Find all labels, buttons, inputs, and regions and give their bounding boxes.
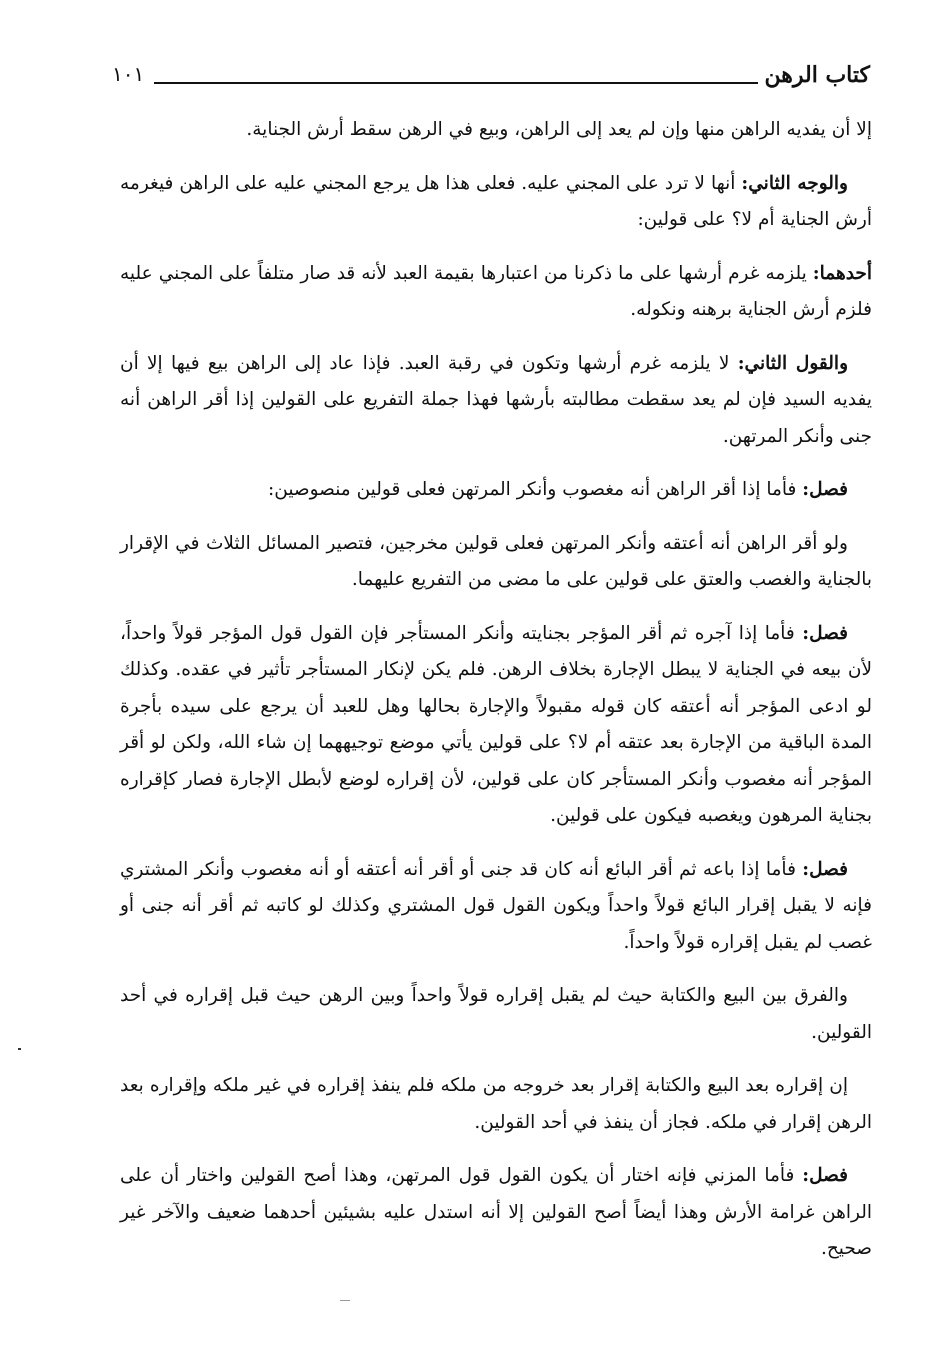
paragraph: والوجه الثاني: أنها لا ترد على المجني عليه. فعلى هذا هل يرجع المجني عليه على الراهن فيغرمه أرش الجناية أم لا؟ على قولين: (120, 172, 872, 230)
paragraph: إلا أن يفديه الراهن منها وإن لم يعد إلى الراهن، وبيع في الرهن سقط أرش الجناية. (246, 119, 872, 140)
paragraph: والقول الثاني: لا يلزمه غرم أرشها وتكون في رقبة العبد. فإذا عاد إلى الراهن بيع فيها إلا أن يفديه السيد فإن لم يعد سقطت مطالبته بأرشها فهذا جملة التفريع على القولين إذا أقر الراهن أنه جنى وأنكر المرتهن. (120, 352, 872, 447)
scan-mark (340, 1300, 350, 1301)
paragraph: فصل: فأما إذا باعه ثم أقر البائع أنه كان قد جنى أو أقر أنه أعتقه أو أنه مغصوب وأنكر المشتري فإنه لا يقبل إقرار البائع قولاً واحداً ويكون القول قول المشتري وكذلك لو كاتبه ثم أقر أنه جنى أو غصب لم يقبل إقراره قولاً واحداً. (120, 858, 872, 953)
scan-speck (18, 1048, 21, 1050)
paragraph: والفرق بين البيع والكتابة حيث لم يقبل إقراره قولاً واحداً وبين الرهن حيث قبل إقراره في أحد القولين. (120, 985, 872, 1043)
running-title: كتاب الرهن (764, 62, 870, 88)
paragraph: فصل: فأما إذا أقر الراهن أنه مغصوب وأنكر المرتهن فعلى قولين منصوصين: (268, 479, 848, 500)
paragraph: إن إقراره بعد البيع والكتابة إقرار بعد خروجه من ملكه فلم ينفذ إقراره في غير ملكه وإقراره بعد الرهن إقرار في ملكه. فجاز أن ينفذ في أحد القولين. (120, 1075, 872, 1133)
page-header (112, 62, 870, 102)
paragraph: ولو أقر الراهن أنه أعتقه وأنكر المرتهن فعلى قولين مخرجين، فتصير المسائل الثلاث في الإقرار بالجناية والغصب والعتق على قولين على ما مضى من التفريع عليهما. (120, 532, 872, 590)
body-text (120, 112, 872, 1285)
page-number: ١٠١ (112, 62, 145, 86)
paragraph: فصل: فأما إذا آجره ثم أقر المؤجر بجنايته وأنكر المستأجر فإن القول قول المؤجر قولاً واحداً، لأن بيعه في الجناية لا يبطل الإجارة بخلاف الرهن. فلم يكن لإنكار المستأجر تأثير في عقده. وكذلك لو ادعى المؤجر أنه أعتقه كان قوله مقبولاً والإجارة بحالها وهل للعبد أن يرجع على سيده بأجرة المدة الباقية من الإجارة بعد عتقه أم لا؟ على قولين يأتي موضع توجيههما إن شاء الله، ولكن لو أقر المؤجر أنه مغصوب وأنكر المستأجر كان على قولين، لأن إقراره لوضع لأبطل الإجارة فصار كإقراره بجناية المرهون ويغصبه فيكون على قولين. (120, 622, 872, 826)
header-rule (154, 82, 758, 84)
paragraph: فصل: فأما المزني فإنه اختار أن يكون القول قول المرتهن، وهذا أصح القولين واختار أن على الراهن غرامة الأرش وهذا أيضاً أصح القولين إلا أنه استدل عليه بشيئين أحدهما ضعيف والآخر غير صحيح. (120, 1165, 872, 1259)
paragraph: أحدهما: يلزمه غرم أرشها على ما ذكرنا من اعتبارها بقيمة العبد لأنه قد صار متلفاً على المجني عليه فلزم أرش الجناية برهنه ونكوله. (120, 262, 872, 320)
